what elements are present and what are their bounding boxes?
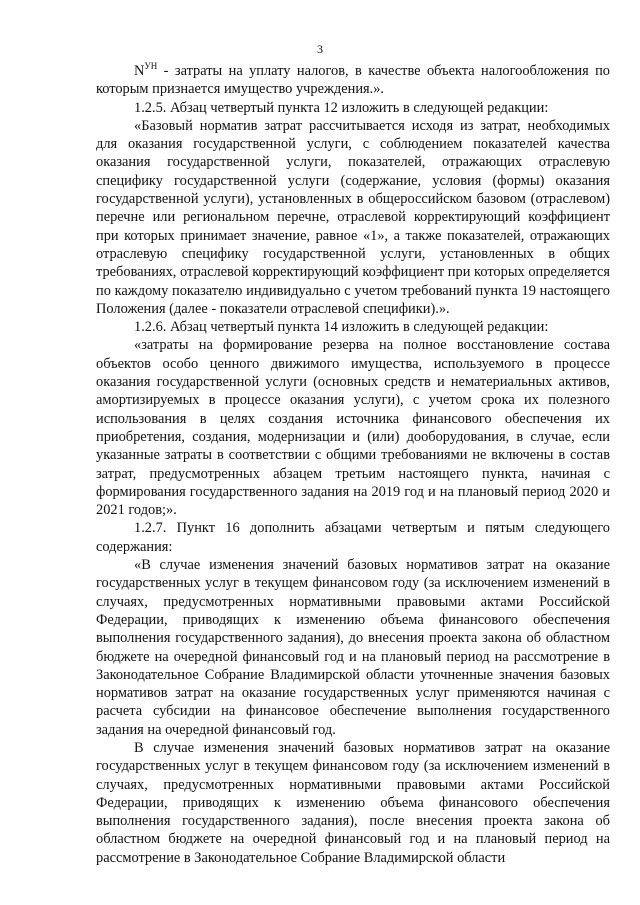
paragraph-1-2-6: 1.2.6. Абзац четвертый пункта 14 изложить в следующей редакции: <box>134 319 549 336</box>
paragraph-base-norm: «Базовый норматив затрат рассчитывается исходя из затрат, необходимых для оказания государственной услуги, с соблюдением показателей качества оказания государственной услуги, показателей, отражающих отраслевую специфику государственной услуги (содержание, условия (формы) оказания государственной услуги), установленных в общероссийском базовом (отраслевом) перечне или региональном перечне, отраслевой корректирующий коэффициент при которых принимает значение, равное «1», а также показателей, отражающих отраслевую специфику государственной услуги, установленных в общих требованиях, отраслевой корректирующий коэффициент при которых определяется по каждому показателю индивидуально с учетом требований пункта 19 настоящего Положения (далее - показатели отраслевой специфики).». <box>96 117 610 317</box>
paragraph-text: - затраты на уплату налогов, в качестве объекта налогообложения по которым признается имущество учреждения.». <box>96 63 610 98</box>
paragraph-norm-change-after: В случае изменения значений базовых нормативов затрат на оказание государственных услуг в текущем финансовом году (за исключением изменений в случаях, предусмотренных нормативными правовыми актами Российской Федерации, приводящих к изменению объема финансового обеспечения выполнения государственного задания), после внесения проекта закона об областном бюджете на очередной финансовый год и на плановый период на рассмотрение в Законодательное Собрание Владимирской области <box>96 739 610 866</box>
paragraph-1-2-7: 1.2.7. Пункт 16 дополнить абзацами четвертым и пятым следующего содержания: <box>96 520 610 555</box>
paragraph-reserve-costs: «затраты на формирование резерва на полное восстановление состава объектов особо ценного движимого имущества, используемого в процессе оказания государственной услуги (основных средств и нематериальных активов, амортизируемых в процессе оказания услуги), с учетом срока их полезного использования в целях создания источника финансового обеспечения их приобретения, создания, модернизации и (или) дооборудования, в случае, если указанные затраты в соответствии с общими требованиями не включены в состав затрат, предусмотренных абзацем третьим настоящего пункта, начиная с формирования государственного задания на 2019 год и на плановый период 2020 и 2021 годов;». <box>96 337 610 519</box>
paragraph-1-2-5: 1.2.5. Абзац четвертый пункта 12 изложить в следующей редакции: <box>134 99 549 116</box>
paragraph-norm-change-before: «В случае изменения значений базовых нормативов затрат на оказание государственных услуг в текущем финансовом году (за исключением изменений в случаях, предусмотренных нормативными правовыми актами Российской Федерации, приводящих к изменению объема финансового обеспечения выполнения государственного задания), до внесения проекта закона об областном бюджете на очередной финансовый год и на плановый период на рассмотрение в Законодательное Собрание Владимирской области уточненные значения базовых нормативов затрат на оказание государственных услуг применяются начиная с расчета субсидии на финансовое обеспечение выполнения государственного задания на очередной финансовый год. <box>96 557 610 738</box>
document-body <box>96 62 610 867</box>
symbol-superscript: УН <box>144 61 158 72</box>
paragraph-tax-definition <box>96 62 610 99</box>
symbol-n: N <box>134 63 145 79</box>
page-number: 3 <box>317 42 323 56</box>
